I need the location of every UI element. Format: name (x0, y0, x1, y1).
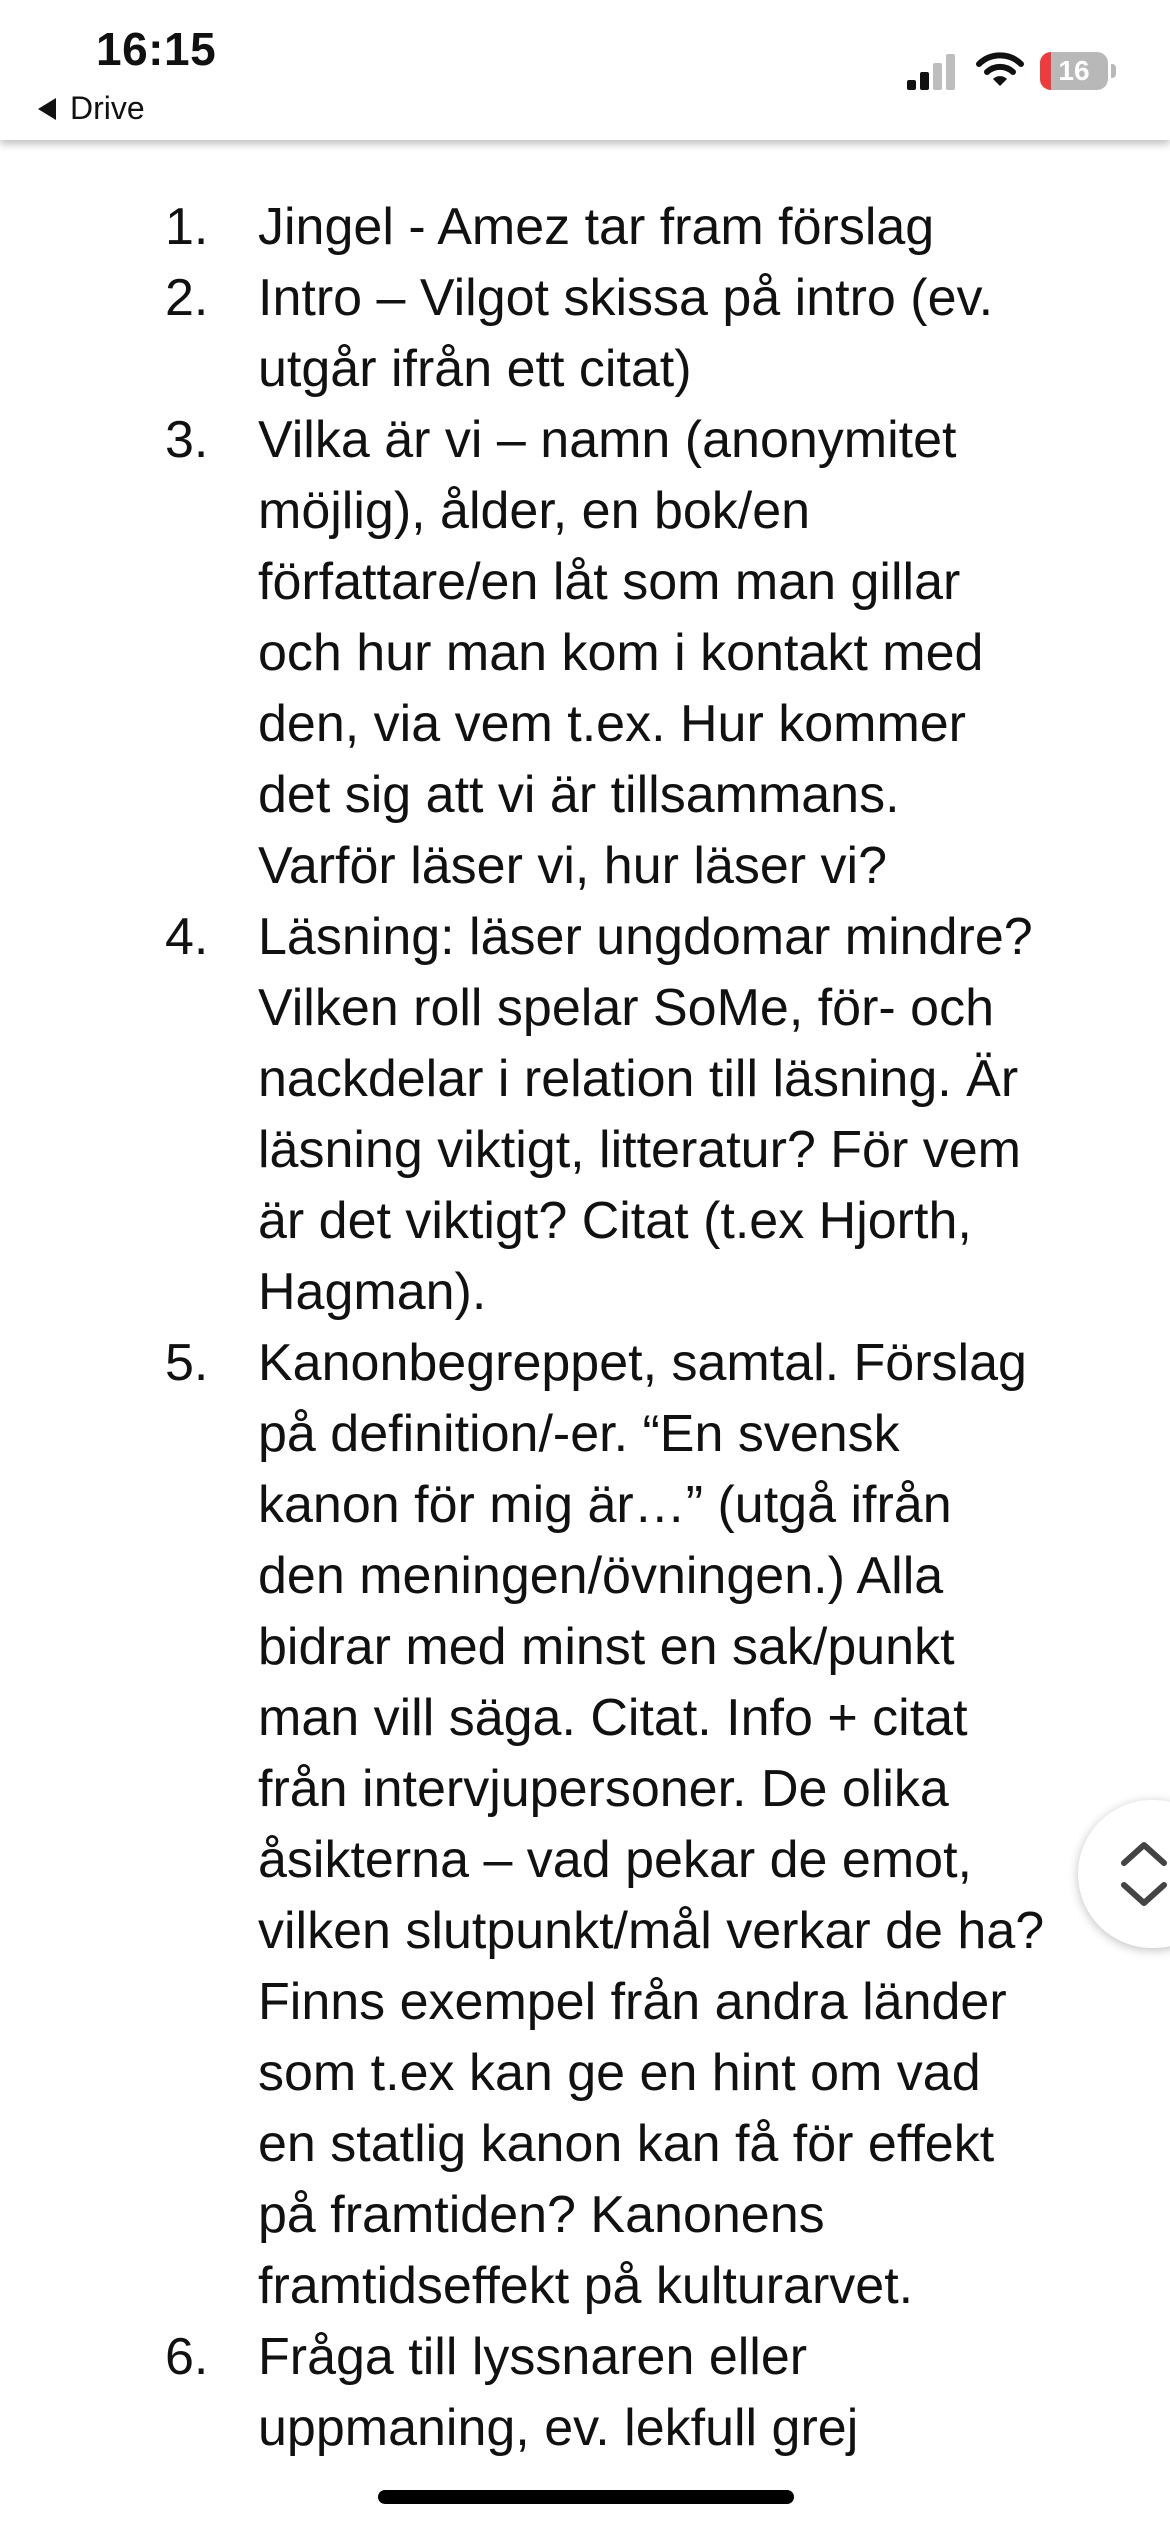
list-item-text: Jingel - Amez tar fram förslag (258, 198, 935, 256)
list-item-number: 5. (165, 1334, 209, 1392)
list-item-text: Kanonbegreppet, samtal. Förslag på definition/-er. “En svensk kanon för mig är…” (utgå ifrån den meningen/övningen.) Alla bidrar med minst en sak/punkt man vill säga. Citat. Info + citat från intervjupersoner. De olika åsikterna – vad pekar de emot, vilken slutpunkt/mål verkar de ha? Finns exempel från andra länder som t.ex kan ge en hint om vad en statlig kanon kan få för effekt på framtiden? Kanonens framtidseffekt på kulturarvet. (258, 1334, 1045, 2315)
back-triangle-icon (38, 98, 56, 120)
list-item-number: 6. (165, 2328, 209, 2386)
cellular-signal-icon (905, 52, 959, 92)
list-item-text: Intro – Vilgot skissa på intro (ev. utgår ifrån ett citat) (258, 269, 994, 398)
battery-level: 16 (1058, 55, 1090, 86)
chevron-up-icon (1124, 1845, 1164, 1863)
home-indicator[interactable] (378, 2490, 794, 2504)
list-item-text: Fråga till lyssnaren eller uppmaning, ev. lekfull grej (258, 2328, 859, 2457)
status-time: 16:15 (96, 23, 217, 75)
document-content (0, 140, 1170, 2532)
list-item-text: Läsning: läser ungdomar mindre? Vilken roll spelar SoMe, för- och nackdelar i relation till läsning. Är läsning viktigt, litteratur? För vem är det viktigt? Citat (t.ex Hjorth, Hagman). (258, 908, 1033, 1321)
list-item-number: 3. (165, 411, 209, 469)
back-label: Drive (70, 90, 145, 126)
list-item-text: Vilka är vi – namn (anonymitet möjlig), ålder, en bok/en författare/en låt som man gillar och hur man kom i kontakt med den, via vem t.ex. Hur kommer det sig att vi är tillsammans. Varför läser vi, hur läser vi? (258, 411, 984, 895)
scroll-chevrons (1114, 1833, 1170, 1915)
battery-icon (1040, 52, 1116, 90)
chevron-down-icon (1124, 1885, 1164, 1903)
list-item-number: 2. (165, 269, 209, 327)
list-item-number: 4. (165, 908, 209, 966)
status-bar (0, 0, 1170, 140)
list-item-number: 1. (165, 198, 209, 256)
wifi-icon (975, 50, 1025, 90)
back-to-drive-button[interactable] (38, 90, 145, 127)
